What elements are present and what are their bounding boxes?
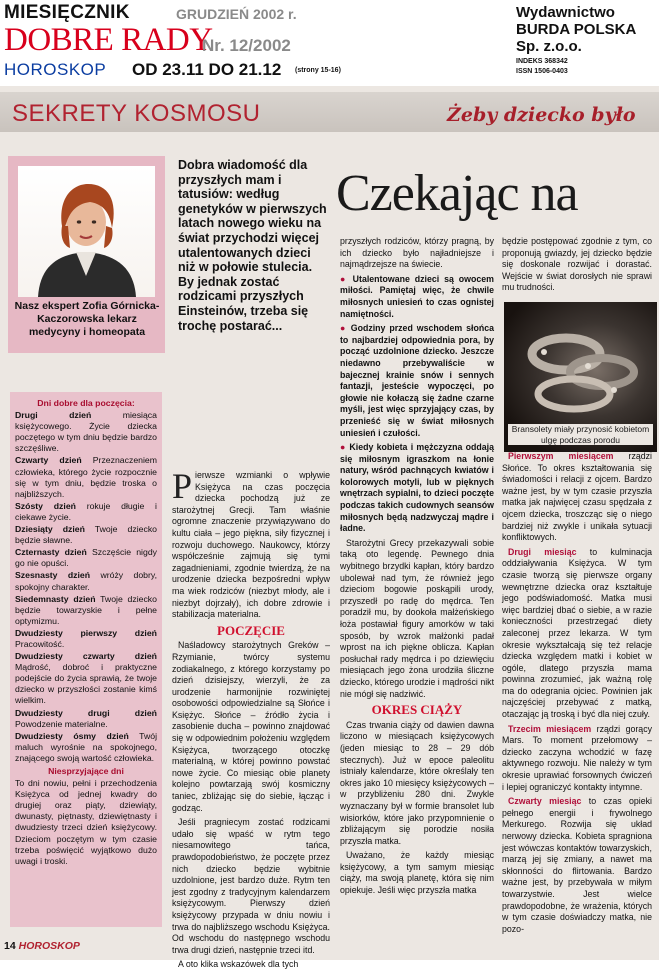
good-day-item <box>15 570 157 592</box>
good-day-item <box>15 501 157 523</box>
portrait-caption: Nasz ekspert Zofia Górnicka-Kaczorowska lekarz medycyny i homeopata <box>14 300 160 338</box>
day-label: Czternasty dzień <box>15 547 87 558</box>
article-intro: Dobra wiadomość dla przyszłych mam i tatusiów: według genetyków w pierwszych latach nowego wieku na świat przychodzi więcej utalentowanych dzieci niż w połowie stulecia. By jednak zostać rodzicami przyszłych Einsteinów, trzeba się trochę postarać... <box>178 158 327 333</box>
conception-days-box <box>10 392 162 927</box>
month-text: to czas opieki pełnego energii i frywolnego Merkurego. Rozwija się układ nerwowy dziecka. Kobieta spragniona jest wówczas kontaktów towarzyskich, marzą jej się zmiany, a nawet ma skłonności do flirtowania. Bardzo ważne jest, by przebywała w miłym towarzystwie. Jest wielce prawdopodobne, że wrażenia, których w tym czasie doświadczy matka, nie pozo- <box>502 796 652 934</box>
citation-month: GRUDZIEŃ 2002 r. <box>176 6 297 22</box>
day-text: wróży dobry, spokojny charakter. <box>15 570 157 592</box>
bracelet-caption: Bransolety miały przynosić kobietom ulgę podczas porodu <box>508 424 653 445</box>
paragraph <box>502 451 652 544</box>
day-text: Pracowitość. <box>15 638 65 649</box>
page-number: 14 <box>4 940 16 952</box>
day-text: Przeznaczeniem człowieka, którego życie rozpocznie się w tym dniu, będzie troska o najbliższych. <box>15 455 157 499</box>
day-text: Szczęście nigdy go nie opuści. <box>15 547 157 569</box>
paragraph <box>502 796 652 935</box>
bullet-icon: ● <box>340 442 350 453</box>
citation-magazine: MIESIĘCZNIK <box>4 2 130 23</box>
month-text: rządzi gorący Mars. To moment przełomowy – dziecko zaczyna wchodzić w fazę aktywnego rozwoju. Nie należy w tym okresie uprawiać forsownych ćwiczeń i lepiej ograniczyć kontakty intymne. <box>502 723 652 792</box>
good-day-item <box>15 651 157 706</box>
citation-issue: Nr. 12/2002 <box>202 36 291 55</box>
month-label: Drugi miesiąc <box>508 546 577 557</box>
day-label: Dwudziesty drugi dzień <box>15 707 157 718</box>
day-text: Twoje dziecko będzie sławne. <box>15 524 158 546</box>
subheading-okres-ciazy: OKRES CIĄŻY <box>371 702 463 718</box>
bad-days-text: To dni nowiu, pełni i przechodzenia Księżyca od jednej kwadry do drugiej oraz piąty, dziewiąty, dwunasty, piętnasty, dziewiętnasty i dwudziesty trzeci dzień księżycowy. Dzieciom poczętym w tym czasie trzeba poświęcić wyjątkowo dużo uwagi i troski. <box>15 778 157 866</box>
month-label: Pierwszym miesiącem <box>508 451 614 461</box>
bullet-text: Godziny przed wschodem słońca to najbardziej odpowiednia pora, by począć uzdolnione dziecko. Jeszcze niedawno przebywaliście w bajecznej krainie snów i sennych fantazji, jesteście wypoczęci, po głowie nie kołaczą się żadne czarne myśli, jest więc sprzyjający czas, by przenieść się w świat miłosnych uniesień i czułości. <box>340 323 494 438</box>
paragraph: Naśladowcy starożytnych Greków – Rzymianie, twórcy systemu zodiakalnego, z którego korzystamy po dzień dzisiejszy, wierzyli, że za urodzenie harmonijnie rozwiniętej osobowości odpowiedzialne są Słońce i Księżyc. Słońce – źródło życia i zasobienie ducha – powinno znajdować się w odpowiednim położeniu względem Księżyca, tworzącego otoczkę materialną, w której powinno powstać nowe życie. Co miesiąc obie planety kolejno powtarzają swój kosmiczny taniec, zbliżając się do siebie, łącząc i godząc. <box>172 640 330 813</box>
day-label: Siedemnasty dzień <box>15 593 96 604</box>
day-label: Dwudziesty ósmy dzień <box>15 730 129 741</box>
month-text: to kulminacja oddziaływania Księżyca. W tym czasie tworzą się pierwsze organy wewnętrzne dziecka oraz kształtuje jego podświadomość. Matka musi więc bardziej dbać o siebie, a w razie konieczności przestrzegać diety zaleconej przez lekarza. W tym okresie wykształcają się też relacje dziecka względem matki i kobiet w ogóle, dlatego przyszła mama powinna zrozumieć, jak ważną rolę ma do odegrania ojciec. Powinien jak najczęściej przebywać z matką, otaczając ją troską i być dla niej czuły. <box>502 546 652 720</box>
good-day-item <box>15 547 157 569</box>
good-day-item <box>15 455 157 499</box>
month-text: rządzi Słońce. To okres kształtowania się świadomości i relacji z ojcem. Bardzo ważne jest, by w tym czasie przyszła matka jak najwięcej czasu spędzała z ojcem dziecka, troszcząc się o niego bardziej niż zwykle i unikała sytuacji konfliktowych. <box>502 451 652 543</box>
citation-index <box>516 57 568 77</box>
issn-number: ISSN 1506-0403 <box>516 68 568 75</box>
day-text: rokuje długie i ciekawe życie. <box>15 500 157 522</box>
day-label: Szesnasty dzień <box>15 570 91 581</box>
good-day-item <box>15 731 157 764</box>
day-text: Twoje dziecko będzie towarzyskie i pełne optymizmu. <box>15 593 157 626</box>
citation-pages: (strony 15-16) <box>295 67 341 74</box>
month-label: Czwarty miesiąc <box>508 796 582 807</box>
day-label: Szósty dzień <box>15 500 76 511</box>
paragraph: Uważano, że każdy miesiąc księżycowy, a tym samym miesiąc ciąży, ma swoją planetę, która się nim opiekuje. Jeśli więc przyszła matka <box>340 850 494 896</box>
bullet-text: Utalentowane dzieci są owocem miłości. Pamiętaj więc, że chwile miłosnych uniesień to czas ognistej namiętności. <box>340 273 494 319</box>
paragraph: A oto klika wskazówek dla tych <box>178 959 299 970</box>
day-label: Dwudziesty pierwszy dzień <box>15 627 157 638</box>
magazine-page <box>0 86 659 970</box>
bullet-text: Kiedy kobieta i mężczyzna oddają się miłosnym igraszkom na łonie natury, wśród pachnących kwiatów i kolorowych motyli, lub w pięknych wnętrzach sypialni, to dzieci poczęte podczas takich cudownych seansów miłosnych będą nadzwyczaj mądre i ładne. <box>340 442 494 534</box>
paragraph: przyszłych rodziców, którzy pragną, by ich dziecko było najładniejsze i najmądrzejsze na świecie. <box>340 236 494 270</box>
article-headline: Czekając na <box>336 165 578 222</box>
footer-section: HOROSKOP <box>18 940 80 952</box>
day-label: Dwudziesty czwarty dzień <box>15 651 157 662</box>
day-label: Czwarty dzień <box>15 455 82 466</box>
bullet-icon: ● <box>340 273 353 284</box>
article-column-3 <box>502 451 652 942</box>
citation-section: HOROSKOP <box>4 60 107 79</box>
citation-publisher <box>516 4 636 55</box>
good-day-item <box>15 524 157 546</box>
subheading-poczecie: POCZĘCIE <box>217 622 285 638</box>
paragraph <box>502 547 652 721</box>
paragraph: ierwsze wzmianki o wpływie Księżyca na czas poczęcia dziecka pochodzą już ze starożytnej Grecji. Tam właśnie ogromne znaczenie przywiązywano do kultu ciała – jego piękna, siły fizycznej i rozwoju duchowego. Naukowcy, którzy współcześnie zajmują się tymi zagadnieniami, zgodnie twierdzą, że na urodzenie dziecka bezpośredni wpływ ma wiek rodziców (niezbyt młody, ale i niezbyt dojrzały), ich dobre zdrowie i stabilizacja materialna. <box>172 470 330 620</box>
drop-cap: P <box>172 466 193 506</box>
publisher-line: Sp. z.o.o. <box>516 38 582 55</box>
day-text: Twój maluch wyrośnie na spokojnego, znającego swoją wartość człowieka. <box>15 730 158 763</box>
bullet-paragraph <box>340 323 494 439</box>
bullet-paragraph <box>340 274 494 320</box>
portrait-illustration <box>18 166 155 297</box>
good-day-item <box>15 628 157 650</box>
indeks-number: INDEKS 368342 <box>516 58 568 65</box>
portrait-photo <box>18 166 155 297</box>
day-text: Powodzenie materialne. <box>15 718 108 729</box>
bad-days-title: Niesprzyjające dni <box>48 766 124 776</box>
day-label: Dziesiąty dzień <box>15 524 85 535</box>
citation-dates: OD 23.11 DO 21.12 <box>132 60 282 79</box>
publisher-line: BURDA POLSKA <box>516 21 637 38</box>
section-title: SEKRETY KOSMOSU <box>12 100 261 127</box>
month-label: Trzecim miesiącem <box>508 723 592 734</box>
article-column-1 <box>172 466 330 970</box>
good-day-item <box>15 708 157 730</box>
citation-title: DOBRE RADY <box>4 22 213 58</box>
paragraph <box>502 724 652 794</box>
page-footer <box>4 940 80 952</box>
paragraph: Starożytni Grecy przekazywali sobie taką oto legendę. Pewnego dnia wybitnego brzydki kapłan, który bardzo ubolewał nad tym, że również jego dzieciom bogowie poskąpili urody, przyszedł po radę do mędrca. Ten poradził mu, by dookoła małżeńskiego łoża postawiał figury amorków w taki sposób, by wzrok małżonki padał wprost na ich piękne oblicza. Kapłan posłuchał rady mędrca i po dziewięciu miesiącach jego żona urodziła śliczne dziecko, którego urodzie i mądrości nikt nie mógł się nadziwić. <box>340 537 495 699</box>
bullet-icon: ● <box>340 323 351 334</box>
paragraph: Jeśli pragniecym zostać rodzicami udało się wpaść w rytm tego niesamowitego tańca, prawdopodobieństwo, że poczęte przez nich dziecko będzie wybitnie uzdolnione, jest bardzo duże. Rytm ten jest zgodny z tradycyjnym kalendarzem księżycowym. Pierwszy dzień księżycowy przypada w dniu nowiu i trwa do najbliższego wschodu Księżyca. Od wschodu do następnego wschodu trwa drugi dzień, następnie trzeci itd. <box>172 817 330 955</box>
day-label: Drugi dzień <box>15 410 92 421</box>
good-day-item <box>15 410 157 454</box>
paragraph: będzie postępować zgodnie z tym, co proponują gwiazdy, jej dziecko będzie się doskonale rozwijać i dorastać. Wejście w świat dorosłych nie sprawi mu trudności. <box>502 236 652 293</box>
article-column-2 <box>340 236 494 944</box>
good-day-item <box>15 594 157 627</box>
bullet-paragraph <box>340 442 494 535</box>
publisher-line: Wydawnictwo <box>516 4 615 21</box>
paragraph: Czas trwania ciąży od dawien dawna liczono w miesiącach księżycowych (jeden miesiąc to 28 – 29 dób stecznych). Już w epoce paleolitu istniały kalendarze, które określały ten okres jako 10 miesięcy księżycowych – w przybliżeniu 280 dni. Zwykle wyznaczany był w formie bransolet lub wisiorków, które jako przypomnienie o zbliżającym się porodzie nosiła przyszła matka. <box>340 719 494 846</box>
day-text: Mądrość, dobroć i praktyczne podejście do życia sprawią, że twoje dziecko w przyszłości zostanie kimś wielkim. <box>15 662 157 706</box>
good-days-title: Dni dobre dla poczęcia: <box>37 398 135 408</box>
section-tagline: Żeby dziecko było <box>447 104 636 126</box>
day-text: miesiąca księżycowego. Życie dziecka poczętego w tym dniu będzie bardzo szczęśliwe. <box>15 410 157 454</box>
